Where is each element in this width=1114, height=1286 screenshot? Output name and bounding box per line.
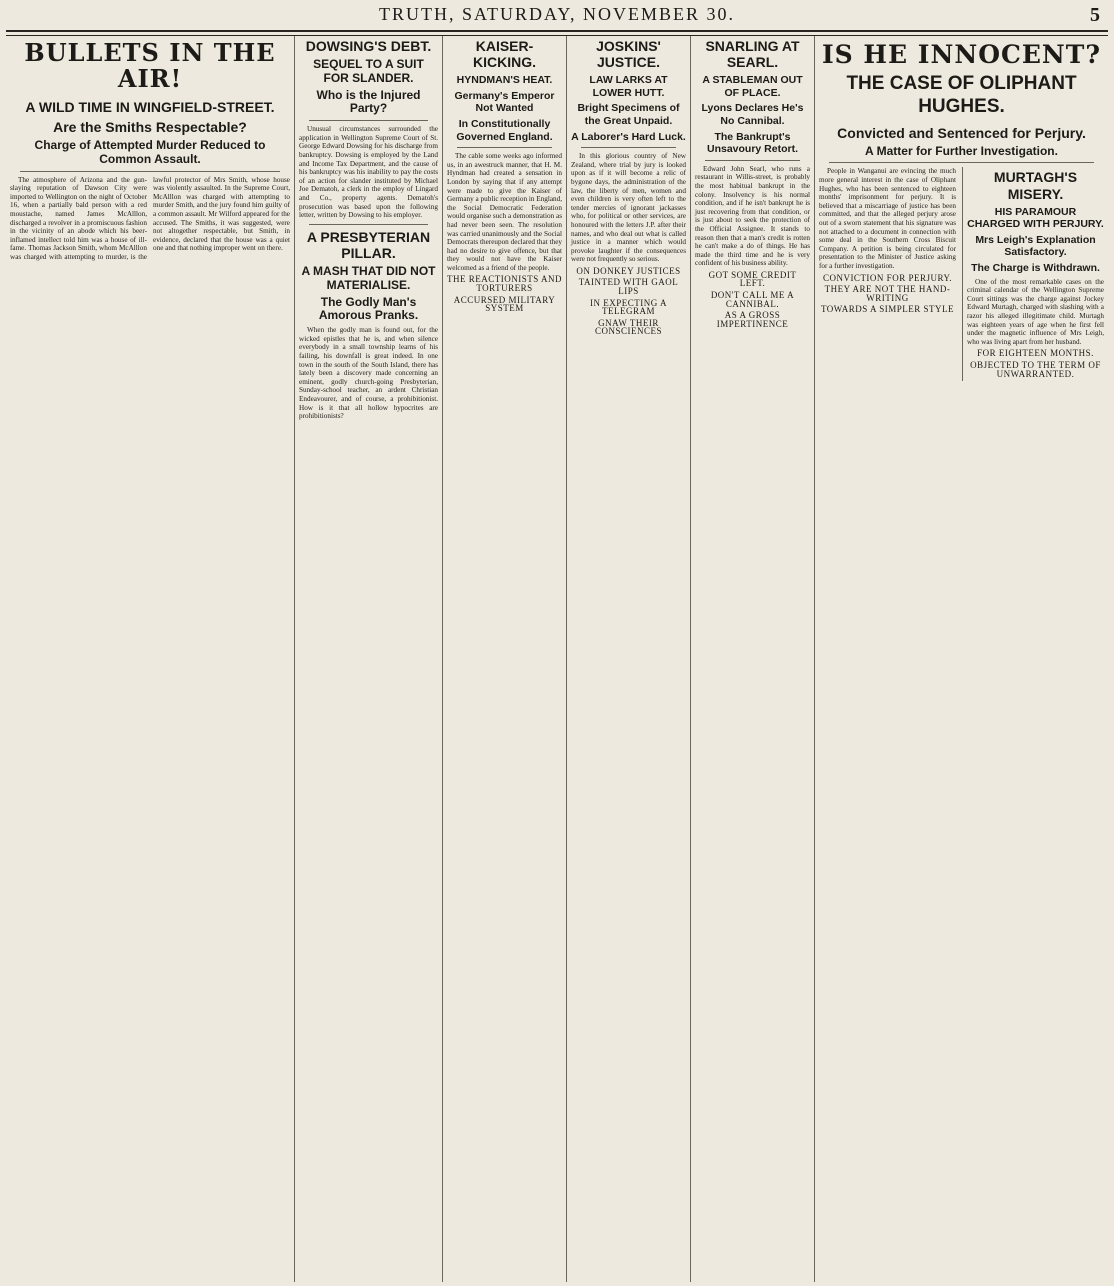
paragraph: The cable some weeks ago informed us, in an awestruck manner, that H. M. Hyndman had created a sensation in London by saying that if any attempt were made to give the Kaiser of Germany a public reception in England, the Social Democratic Federation would organise such a demonstration as had never been seen. The resolution was carried unanimously and the Social Democrats thereupon declared that they had no desire to give offence, but that they would not have the Kaiser welcomed as a friend of the people.	[447, 152, 562, 272]
body-dowsing	[299, 125, 438, 220]
innocent-columns	[819, 167, 1104, 381]
section-head: IN EXPECTING A TELEGRAM	[590, 297, 667, 317]
subhead2-snarling: Lyons Declares He's No Cannibal.	[701, 102, 804, 127]
subhead3-murtagh: The Charge is Withdrawn.	[971, 262, 1100, 275]
section-head: THEY ARE NOT THE HAND-WRITING	[824, 284, 951, 303]
section-head: ON DONKEY JUSTICES	[576, 265, 681, 276]
paragraph: People in Wanganui are evincing the much more general interest in the case of Oliphant Hughes, who has been sentenced to eighteen months' imprisonment for perjury. It is believed that a miscarriage of justice has been committed, and that the alleged perjury arose out of a sworn statement that his signature was not attached to a document in connection with some deal in the Southern Cross Biscuit Company. A petition is being circulated for presentation to the Minister of Justice asking for a further investigation.	[819, 167, 956, 271]
subhead2-presbyterian: The Godly Man's Amorous Pranks.	[318, 294, 419, 323]
section-head: ACCURSED MILITARY SYSTEM	[453, 294, 556, 314]
paragraph: One of the most remarkable cases on the criminal calendar of the Wellington Supreme Court sittings was the charge against Jockey Edward Murtagh, charged with slashing with a razor his alleged illegitimate child. Murtagh was eighteen years of age when he first fell under the magnetic influence of Mrs Leigh, who was living apart from her husband.	[967, 277, 1104, 346]
divider	[581, 147, 676, 148]
subhead3-bullets: Charge of Attempted Murder Reduced to Common Assault.	[34, 137, 266, 166]
headline-murtagh: MURTAGH'S MISERY.	[993, 169, 1078, 202]
section-head: OBJECTED TO THE TERM OF UNWARRANTED.	[970, 359, 1101, 379]
headline-snarling: SNARLING AT SEARL.	[705, 38, 800, 71]
paragraph: Unusual circumstances surrounded the application in Wellington Supreme Court of St. George Edward Dowsing for his discharge from bankruptcy. Dowsing is employed by the Land and Income Tax Department, and the cause of his bankruptcy was his inability to pay the costs of an action for slander instituted by Michael Joe Dematoh, a clerk in the employ of Lingard and Co., property agents. Dematoh's prosecution was based upon the following letter, written by Dowsing to his employer.	[299, 125, 438, 220]
divider	[309, 120, 428, 121]
headline-dowsing: DOWSING'S DEBT.	[305, 38, 432, 54]
subhead2-kaiser: Germany's Emperor Not Wanted	[454, 89, 555, 115]
headline-bullets: BULLETS IN THE AIR!	[24, 38, 276, 94]
article-snarling	[690, 36, 814, 1282]
article-murtagh	[962, 167, 1104, 381]
subhead2-dowsing: Who is the Injured Party?	[316, 87, 421, 116]
paragraph: Edward John Searl, who runs a restaurant in Willis-street, is probably the most habitual bankrupt in the colony. Insolvency is his normal condition, and if he isn't bankrupt he is just recovering from that condition, or is just about to seek the protection of the Official Assignee. It stands to reason then that a man's credit is rotten he can't make a do of things. He has made the third time and he is very confident of his business ability.	[695, 164, 810, 268]
body-innocent	[819, 167, 956, 381]
section-head: AS A GROSS IMPERTINENCE	[716, 310, 789, 329]
article-dowsing	[294, 36, 442, 1282]
body-murtagh	[967, 278, 1104, 379]
page-number: 5	[1090, 4, 1100, 26]
headline-joskins: JOSKINS' JUSTICE.	[596, 38, 661, 71]
divider	[705, 160, 800, 161]
section-head: TOWARDS A SIMPLER STYLE	[820, 304, 955, 315]
divider	[309, 224, 428, 225]
body-snarling	[695, 165, 810, 329]
body-joskins	[571, 152, 686, 336]
headline-kaiser: KAISER-KICKING.	[473, 38, 536, 71]
subhead3-innocent: A Matter for Further Investigation.	[865, 143, 1058, 158]
subhead3-joskins: A Laborer's Hard Luck.	[571, 130, 686, 143]
paragraph: The atmosphere of Arizona and the gun-slaying reputation of Dawson City were imported to Wellington on the night of October 16, when a partially bald person with a red moustache, named James McAlllon, discharged a revolver in a promiscuous fashion in the vicinity of an abode which his beer-inflamed intellect told him was a house of ill-fame. Thomas Jackson Smith, whom McAlllon was charged with attempting to murder, is the lawful protector of Mrs Smith, whose house was violently assaulted. In the Supreme Court, McAlllon was charged with attempting to murder Smith, and the jury found him guilty of a common assault. Mr Wilford appeared for the accused. The Smiths, it was suggested, were not altogether respectable, but Smith, in evidence, declared that the house was a quiet one and that nothing improper went on there.	[10, 175, 290, 261]
subhead-joskins: LAW LARKS AT LOWER HUTT.	[589, 74, 668, 99]
paragraph: In this glorious country of New Zealand, where trial by jury is looked upon as if it will become a relic of bygone days, the administration of the law, the liberty of men, women and even children is very often left to the tender mercies of ignorant jackasses who, for political or other services, are honoured with the letters J.P. after their names, and who deal out what is called justice in a manner which would provoke laughter if the consequences were not frequently so serious.	[571, 152, 686, 264]
section-head: FOR EIGHTEEN MONTHS.	[977, 348, 1094, 359]
section-head: TAINTED WITH GAOL LIPS	[578, 277, 679, 297]
divider	[20, 171, 280, 172]
masthead-title: TRUTH, SATURDAY, NOVEMBER 30.	[378, 4, 736, 24]
divider	[457, 147, 552, 148]
subhead2-bullets: Are the Smiths Respectable?	[53, 118, 247, 135]
section-head: THE REACTIONISTS AND TORTURERS	[447, 274, 562, 294]
subhead-innocent: THE CASE OF OLIPHANT HUGHES.	[846, 73, 1077, 117]
section-head: CONVICTION FOR PERJURY.	[822, 272, 953, 283]
subhead-dowsing: SEQUEL TO A SUIT FOR SLANDER.	[313, 57, 424, 85]
section-head: DON'T CALL ME A CANNIBAL.	[710, 290, 795, 309]
body-presbyterian	[299, 326, 438, 421]
subhead-kaiser: HYNDMAN'S HEAT.	[456, 74, 553, 87]
masthead	[0, 4, 1114, 28]
subhead-snarling: A STABLEMAN OUT OF PLACE.	[702, 74, 803, 99]
article-innocent	[814, 36, 1108, 1282]
subhead-presbyterian: A MASH THAT DID NOT MATERIALISE.	[301, 264, 436, 292]
divider	[829, 162, 1094, 163]
article-joskins	[566, 36, 690, 1282]
body-bullets	[10, 176, 290, 262]
paragraph: When the godly man is found out, for the wicked epistles that he is, and when silence everybody in a small township learns of his failing, his downfall is great indeed. In one town in the south of the South Island, there has lately been a discovery made concerning an eminent, godly church-going Presbyterian, Sunday-school teacher, an ardent Christian Endeavourer, and of course, a prohibitionist. How is it that all hollow hypocrites are prohibitionists?	[299, 326, 438, 421]
section-head: GOT SOME CREDIT LEFT.	[708, 269, 797, 289]
subhead3-snarling: The Bankrupt's Unsavoury Retort.	[706, 130, 799, 156]
subhead3-kaiser: In Constitutionally Governed England.	[456, 117, 553, 143]
subhead2-murtagh: Mrs Leigh's Explanation Satisfactory.	[975, 233, 1096, 259]
subhead-murtagh: HIS PARAMOUR CHARGED WITH PERJURY.	[967, 205, 1104, 231]
subhead-bullets: A WILD TIME IN WINGFIELD-STREET.	[25, 98, 275, 115]
subhead2-joskins: Bright Specimens of the Great Unpaid.	[577, 102, 680, 127]
body-kaiser	[447, 152, 562, 313]
article-bullets	[6, 36, 294, 1282]
subhead2-innocent: Convicted and Sentenced for Perjury.	[837, 124, 1086, 141]
headline-presbyterian: A PRESBYTERIAN PILLAR.	[306, 228, 431, 261]
headline-innocent: IS HE INNOCENT?	[821, 40, 1102, 69]
section-head: GNAW THEIR CONSCIENCES	[594, 317, 662, 337]
article-kaiser	[442, 36, 566, 1282]
